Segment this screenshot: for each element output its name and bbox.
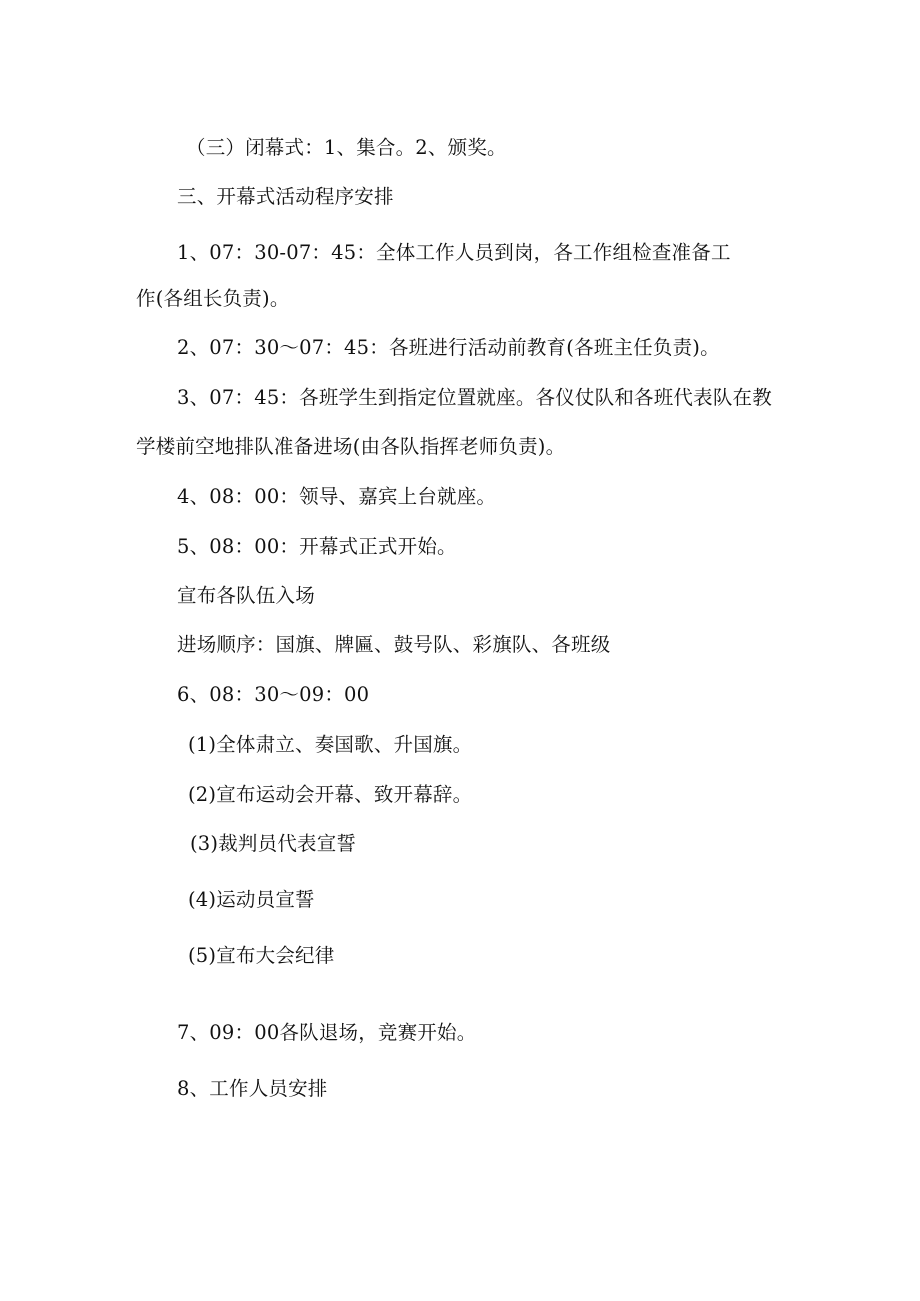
program-item-2: 2、07：30～07：45：各班进行活动前教育(各班主任负责)。 [177,336,720,359]
program-item-4: 4、08：00：领导、嘉宾上台就座。 [177,485,497,508]
closing-ceremony-line: （三）闭幕式：1、集合。2、颁奖。 [186,136,507,159]
program-item-1: 1、07：30-07：45：全体工作人员到岗，各工作组检查准备工 [177,241,731,264]
program-item-3-continued: 学楼前空地排队准备进场(由各队指挥老师负责)。 [136,435,566,458]
program-item-6: 6、08：30～09：00 [177,683,370,706]
sub-item-4: (4)运动员宣誓 [188,888,315,911]
program-item-3: 3、07：45：各班学生到指定位置就座。各仪仗队和各班代表队在教 [177,386,772,409]
team-entry-line: 宣布各队伍入场 [177,584,315,607]
section-heading: 三、开幕式活动程序安排 [177,185,394,208]
sub-item-3: (3)裁判员代表宣誓 [190,832,357,855]
program-item-1-continued: 作(各组长负责)。 [136,287,290,310]
sub-item-2: (2)宣布运动会开幕、致开幕辞。 [188,783,473,806]
program-item-5: 5、08：00：开幕式正式开始。 [177,535,457,558]
sub-item-5: (5)宣布大会纪律 [188,944,335,967]
entry-order-line: 进场顺序：国旗、牌匾、鼓号队、彩旗队、各班级 [177,633,611,656]
sub-item-1: (1)全体肃立、奏国歌、升国旗。 [188,733,473,756]
program-item-8: 8、工作人员安排 [177,1077,328,1100]
program-item-7: 7、09：00各队退场，竞赛开始。 [177,1021,477,1044]
